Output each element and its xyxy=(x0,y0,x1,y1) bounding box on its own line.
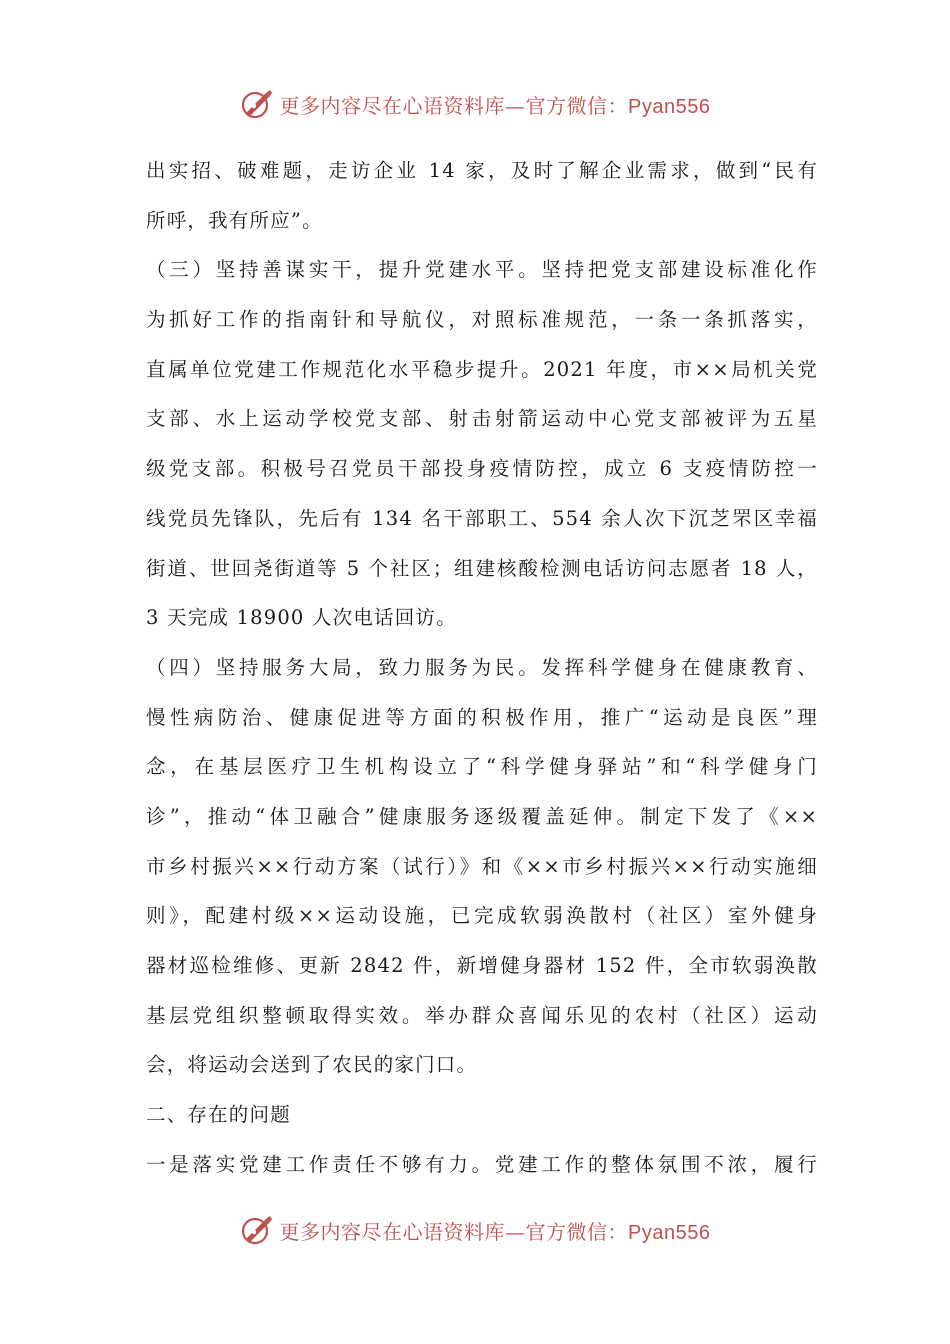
body-line: 器材巡检维修、更新 2842 件，新增健身器材 152 件，全市软弱涣散 xyxy=(146,954,818,977)
pen-circle-logo-icon xyxy=(240,87,274,121)
body-line: 一是落实党建工作责任不够有力。党建工作的整体氛围不浓，履行 xyxy=(146,1152,818,1176)
body-line: 街道、世回尧街道等 5 个社区；组建核酸检测电话访问志愿者 18 人， xyxy=(146,556,818,580)
body-line: 则》，配建村级××运动设施，已完成软弱涣散村（社区）室外健身 xyxy=(146,904,818,928)
body-line: 为抓好工作的指南针和导航仪，对照标准规范，一条一条抓落实， xyxy=(146,308,818,332)
footer-banner xyxy=(0,1210,950,1250)
body-line: 基层党组织整顿取得实效。举办群众喜闻乐见的农村（社区）运动 xyxy=(146,1003,818,1027)
body-line: 诊”，推动“体卫融合”健康服务逐级覆盖延伸。制定下发了《×× xyxy=(146,804,818,828)
header-banner-text xyxy=(280,90,711,119)
body-line: 线党员先锋队，先后有 134 名干部职工、554 余人次下沉芝罘区幸福 xyxy=(146,506,818,530)
header-banner-main: 更多内容尽在心语资料库—官方微信： xyxy=(279,93,629,118)
header-banner-wechat: Pyan556 xyxy=(628,95,711,118)
footer-banner-main: 更多内容尽在心语资料库—官方微信： xyxy=(279,1219,629,1244)
body-line: 市乡村振兴××行动方案（试行）》和《××市乡村振兴××行动实施细 xyxy=(146,854,818,878)
body-line: 慢性病防治、健康促进等方面的积极作用，推广“运动是良医”理 xyxy=(146,705,818,729)
header-banner xyxy=(0,84,950,124)
body-line: 支部、水上运动学校党支部、射击射箭运动中心党支部被评为五星 xyxy=(146,407,818,431)
body-line: 3 天完成 18900 人次电话回访。 xyxy=(146,606,457,630)
body-line: （四）坚持服务大局，致力服务为民。发挥科学健身在健康教育、 xyxy=(146,655,818,679)
body-line: 级党支部。积极号召党员干部投身疫情防控，成立 6 支疫情防控一 xyxy=(146,457,818,481)
body-line: 会，将运动会送到了农民的家门口。 xyxy=(146,1053,478,1077)
section-heading: 二、存在的问题 xyxy=(146,1103,291,1127)
body-line: 直属单位党建工作规范化水平稳步提升。2021 年度，市××局机关党 xyxy=(146,357,818,381)
footer-banner-text xyxy=(280,1216,711,1245)
document-body xyxy=(146,146,818,1189)
body-line: 念，在基层医疗卫生机构设立了“科学健身驿站”和“科学健身门 xyxy=(146,755,818,779)
body-line: 出实招、破难题，走访企业 14 家，及时了解企业需求，做到“民有 xyxy=(146,159,818,182)
footer-banner-wechat: Pyan556 xyxy=(628,1221,711,1244)
pen-circle-logo-icon xyxy=(240,1213,274,1247)
body-line: 所呼，我有所应”。 xyxy=(146,208,323,232)
body-line: （三）坚持善谋实干，提升党建水平。坚持把党支部建设标准化作 xyxy=(146,258,818,282)
